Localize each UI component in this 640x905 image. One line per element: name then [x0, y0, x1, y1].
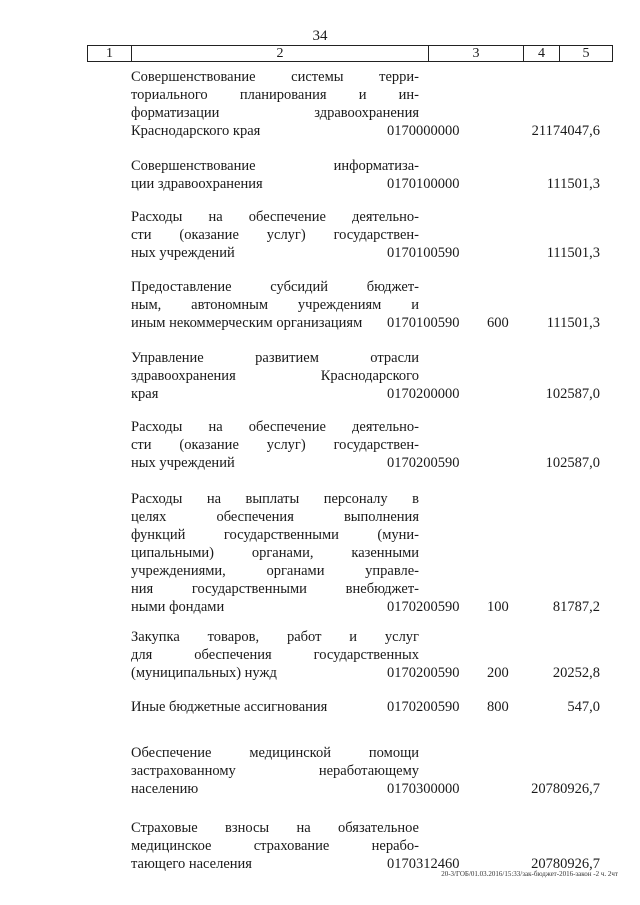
row-name-line: медицинское страхование нерабо- — [131, 838, 419, 854]
row-name — [131, 208, 419, 262]
table-row — [87, 278, 613, 332]
row-name-line: сти (оказание услуг) государствен- — [131, 227, 419, 243]
row-sum: 20252,8 — [552, 665, 600, 681]
row-name-line: Предоставление субсидий бюджет- — [131, 279, 419, 295]
row-sum: 547,0 — [567, 699, 600, 715]
row-name-line: Страховые взносы на обязательное — [131, 820, 419, 836]
row-name — [131, 490, 419, 616]
row-code: 0170200590 — [387, 599, 460, 615]
row-name-line: Управление развитием отрасли — [131, 350, 419, 366]
row-sum: 111501,3 — [546, 245, 600, 261]
table-row — [87, 157, 613, 193]
row-kind: 800 — [487, 699, 509, 715]
row-sum: 111501,3 — [546, 315, 600, 331]
row-name — [131, 157, 419, 193]
row-name — [131, 744, 419, 798]
row-name-line: функций государственными (муни- — [131, 527, 419, 543]
row-name-line: Расходы на обеспечение деятельно- — [131, 209, 419, 225]
row-name-line: ным, автономным учреждениям и — [131, 297, 419, 313]
row-name-line: Совершенствование системы терри- — [131, 69, 419, 85]
row-name-line: учреждениями, органами управле- — [131, 563, 419, 579]
row-name-line: иным некоммерческим организациям — [131, 315, 363, 331]
header-col-1: 1 — [88, 46, 132, 61]
row-sum: 102587,0 — [545, 455, 600, 471]
row-name — [131, 278, 419, 332]
row-name-line: населению — [131, 781, 199, 797]
table-row — [87, 698, 613, 716]
page-number: 34 — [312, 28, 328, 44]
row-name-line: целях обеспечения выполнения — [131, 509, 419, 525]
row-name-line: Закупка товаров, работ и услуг — [131, 629, 419, 645]
row-code: 0170300000 — [387, 781, 460, 797]
row-name-line: ными фондами — [131, 599, 225, 615]
row-name — [131, 628, 419, 682]
table-row — [87, 418, 613, 472]
row-sum: 111501,3 — [546, 176, 600, 192]
row-name-line: ципальными) органами, казенными — [131, 545, 419, 561]
row-sum: 81787,2 — [552, 599, 600, 615]
row-code: 0170200000 — [387, 386, 460, 402]
row-name — [131, 68, 419, 140]
row-kind: 200 — [487, 665, 509, 681]
row-name-line: здравоохранения Краснодарского — [131, 368, 419, 384]
table-row — [87, 68, 613, 140]
row-code: 0170000000 — [387, 123, 460, 139]
row-name-line: застрахованному неработающему — [131, 763, 419, 779]
header-col-5: 5 — [582, 46, 590, 61]
row-name — [131, 418, 419, 472]
row-name-line: ных учреждений — [131, 245, 235, 261]
header-col-4: 4 — [524, 46, 560, 61]
row-code: 0170100590 — [387, 315, 460, 331]
row-kind: 100 — [487, 599, 509, 615]
row-name — [131, 349, 419, 403]
row-code: 0170200590 — [387, 699, 460, 715]
row-name-line: ных учреждений — [131, 455, 235, 471]
table-row — [87, 744, 613, 798]
row-code: 0170100000 — [387, 176, 460, 192]
row-name-line: (муниципальных) нужд — [131, 665, 277, 681]
row-name-line: Обеспечение медицинской помощи — [131, 745, 419, 761]
table-row — [87, 628, 613, 682]
row-code: 0170200590 — [387, 455, 460, 471]
row-name-line: Иные бюджетные ассигнования — [131, 699, 328, 715]
row-name — [131, 698, 419, 716]
table-row — [87, 208, 613, 262]
row-name-line: ния государственными внебюджет- — [131, 581, 419, 597]
row-name-line: края — [131, 386, 159, 402]
row-code: 0170200590 — [387, 665, 460, 681]
table-row — [87, 490, 613, 616]
row-sum: 20780926,7 — [531, 856, 600, 872]
row-name-line: тающего населения — [131, 856, 252, 872]
row-sum: 21174047,6 — [531, 123, 600, 139]
header-col-3: 3 — [429, 46, 524, 61]
row-name-line: форматизации здравоохранения — [131, 105, 419, 121]
row-name-line: Расходы на обеспечение деятельно- — [131, 419, 419, 435]
row-code: 0170100590 — [387, 245, 460, 261]
row-name-line: Краснодарского края — [131, 123, 261, 139]
row-sum: 20780926,7 — [531, 781, 600, 797]
footer-stamp: 20-3/ГОБ/01.03.2016/15:33/зак-бюджет-2016-закон -2 ч. 2чт — [441, 870, 618, 878]
row-name-line: сти (оказание услуг) государствен- — [131, 437, 419, 453]
row-name-line: ции здравоохранения — [131, 176, 263, 192]
row-name-line: ториального планирования и ин- — [131, 87, 419, 103]
row-code: 0170312460 — [387, 856, 460, 872]
row-kind: 600 — [487, 315, 509, 331]
row-name — [131, 819, 419, 873]
row-name-line: Расходы на выплаты персоналу в — [131, 491, 419, 507]
table-header-row — [87, 45, 613, 62]
header-col-2: 2 — [132, 46, 429, 61]
table-row — [87, 819, 613, 873]
row-name-line: для обеспечения государственных — [131, 647, 419, 663]
row-name-line: Совершенствование информатиза- — [131, 158, 419, 174]
table-row — [87, 349, 613, 403]
row-sum: 102587,0 — [545, 386, 600, 402]
